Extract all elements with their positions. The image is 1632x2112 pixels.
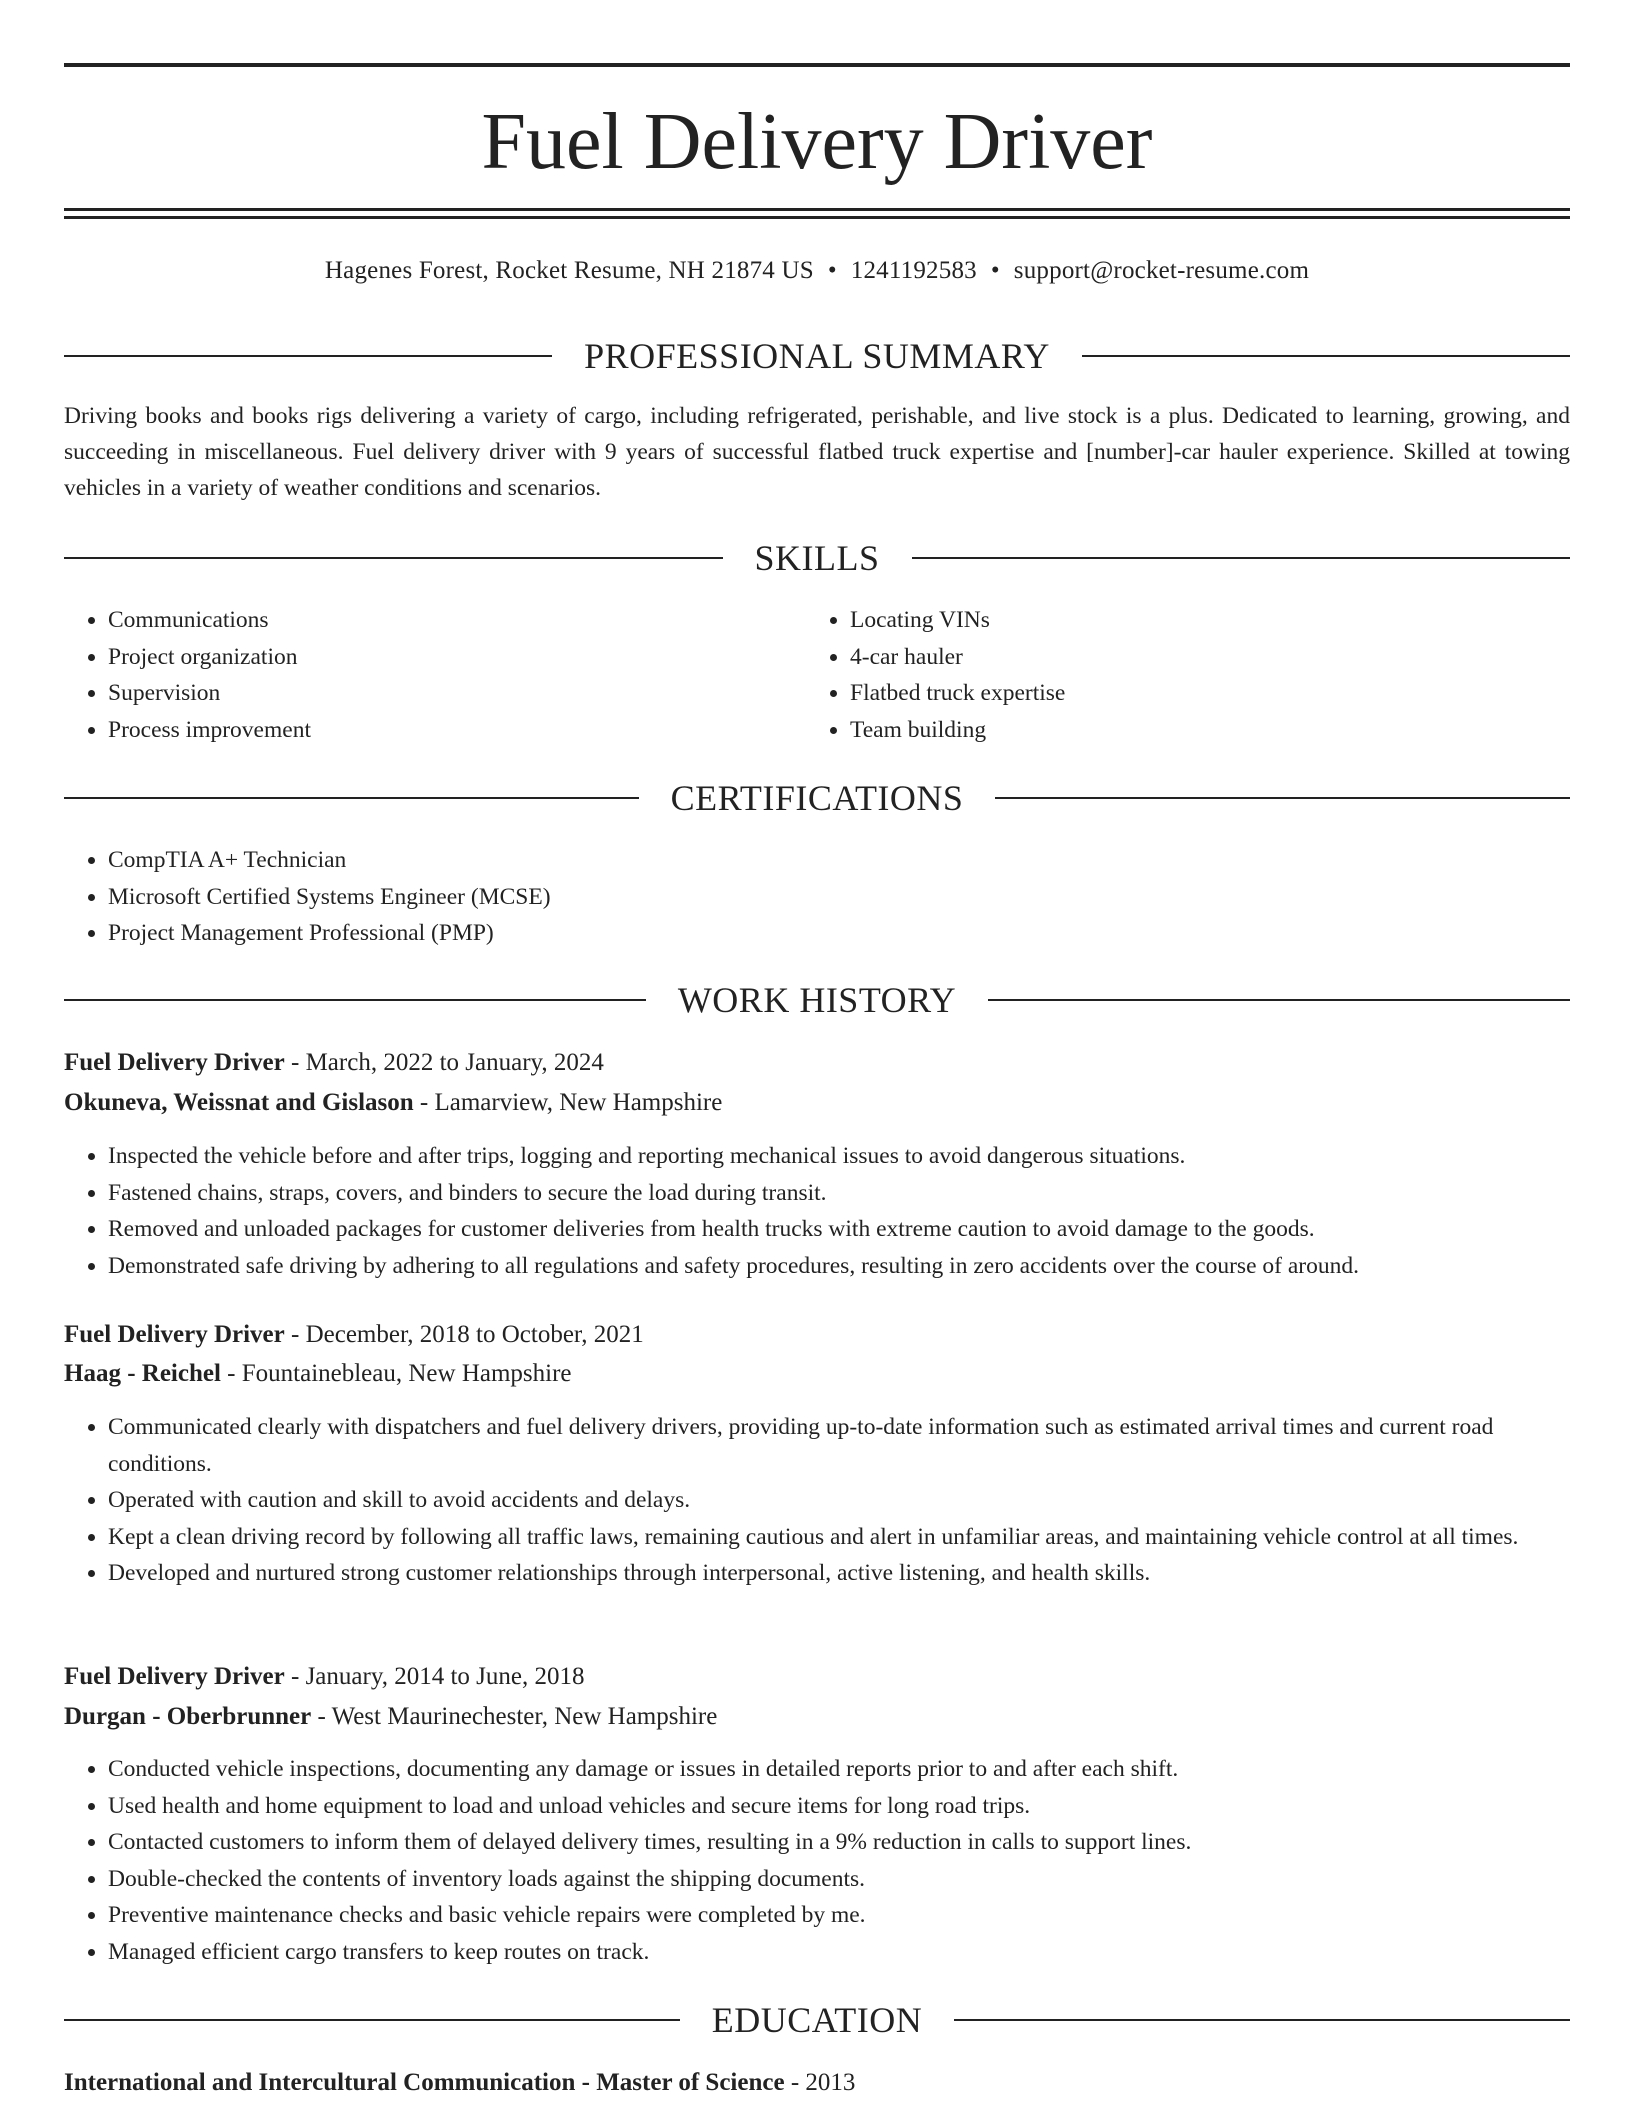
list-item: • Communications — [108, 602, 808, 639]
job-location: - Fountainebleau, New Hampshire — [220, 1360, 572, 1387]
education-year: - 2013 — [784, 2069, 856, 2096]
job-company-line — [64, 1083, 1570, 1123]
education-degree: International and Intercultural Communication - Master of Science — [64, 2069, 785, 2096]
list-item: • Inspected the vehicle before and after trips, logging and reporting mechanical issues to avoid dangerous situations. — [108, 1138, 1570, 1175]
list-item: • 4-car hauler — [850, 639, 1550, 676]
job-title-line — [64, 1315, 1570, 1355]
list-item: • Managed efficient cargo transfers to keep routes on track. — [108, 1934, 1570, 1971]
list-item: • Supervision — [108, 675, 808, 712]
job-dates: - December, 2018 to October, 2021 — [284, 1321, 644, 1348]
list-item: • Developed and nurtured strong customer relationships through interpersonal, active listening, and health skills. — [108, 1555, 1570, 1592]
section-title: CERTIFICATIONS — [670, 778, 964, 818]
job-bullets — [64, 1751, 1570, 1970]
list-item: • Demonstrated safe driving by adhering to all regulations and safety procedures, resulting in zero accidents over the course of around. — [108, 1248, 1570, 1285]
summary-text: Driving books and books rigs delivering a variety of cargo, including refrigerated, perishable, and live stock is a plus. Dedicated to learning, growing, and succeeding in miscellaneous. Fuel delivery driver with 9 years of successful flatbed truck expertise and [number]-car hauler experience. Skilled at towing vehicles in a variety of weather conditions and scenarios. — [64, 403, 1570, 501]
heading-rule — [1082, 355, 1570, 357]
section-heading-certifications — [64, 775, 1570, 821]
list-item: • Kept a clean driving record by following all traffic laws, remaining cautious and alert in unfamiliar areas, and maintaining vehicle control at all times. — [108, 1519, 1570, 1556]
header-rule-upper — [64, 208, 1570, 211]
skills-list-right — [806, 602, 1550, 748]
heading-rule — [64, 999, 646, 1001]
job-title: Fuel Delivery Driver — [64, 1049, 285, 1076]
job-company: Durgan - Oberbrunner — [64, 1703, 312, 1730]
job-title: Fuel Delivery Driver — [64, 1663, 285, 1690]
list-item: • Double-checked the contents of inventory loads against the shipping documents. — [108, 1861, 1570, 1898]
job-title: Fuel Delivery Driver — [64, 1321, 285, 1348]
list-item: • Project Management Professional (PMP) — [108, 915, 1568, 952]
list-item: • CompTIA A+ Technician — [108, 842, 1568, 879]
section-heading-skills — [64, 535, 1570, 581]
contact-phone: 1241192583 — [850, 257, 977, 284]
job-title-line — [64, 1043, 1570, 1083]
job-bullets — [64, 1138, 1570, 1284]
job-company: Haag - Reichel — [64, 1360, 221, 1387]
list-item: • Preventive maintenance checks and basic vehicle repairs were completed by me. — [108, 1897, 1570, 1934]
section-title: PROFESSIONAL SUMMARY — [584, 336, 1050, 376]
job-location: - Lamarview, New Hampshire — [413, 1089, 723, 1116]
job-company-line — [64, 1354, 1570, 1394]
job-location: - West Maurinechester, New Hampshire — [311, 1703, 718, 1730]
job-bullets — [64, 1409, 1570, 1592]
section-heading-summary — [64, 333, 1570, 379]
job-dates: - March, 2022 to January, 2024 — [284, 1049, 604, 1076]
list-item: • Flatbed truck expertise — [850, 675, 1550, 712]
list-item: • Process improvement — [108, 712, 808, 749]
list-item: • Removed and unloaded packages for customer deliveries from health trucks with extreme caution to avoid damage to the goods. — [108, 1211, 1570, 1248]
contact-address: Hagenes Forest, Rocket Resume, NH 21874 US — [324, 257, 814, 284]
section-heading-work-history — [64, 977, 1570, 1023]
contact-email[interactable]: support@rocket-resume.com — [1013, 257, 1310, 284]
list-item: • Communicated clearly with dispatchers and fuel delivery drivers, providing up-to-date information such as estimated arrival times and current road conditions. — [108, 1409, 1570, 1482]
heading-rule — [912, 557, 1571, 559]
heading-rule — [64, 797, 639, 799]
list-item: • Team building — [850, 712, 1550, 749]
heading-rule — [954, 2019, 1570, 2021]
section-title: EDUCATION — [711, 2000, 923, 2040]
job-dates: - January, 2014 to June, 2018 — [284, 1663, 585, 1690]
section-title: WORK HISTORY — [677, 980, 957, 1020]
job-company: Okuneva, Weissnat and Gislason — [64, 1089, 414, 1116]
job-title-line — [64, 1657, 1570, 1697]
list-item: • Fastened chains, straps, covers, and binders to secure the load during transit. — [108, 1175, 1570, 1212]
section-heading-education — [64, 1997, 1570, 2043]
certifications-list — [64, 842, 1568, 952]
contact-line — [64, 254, 1570, 288]
heading-rule — [988, 999, 1570, 1001]
list-item: • Contacted customers to inform them of delayed delivery times, resulting in a 9% reduction in calls to support lines. — [108, 1824, 1570, 1861]
list-item: • Locating VINs — [850, 602, 1550, 639]
heading-rule — [64, 2019, 680, 2021]
heading-rule — [64, 557, 723, 559]
section-title: SKILLS — [754, 538, 880, 578]
list-item: • Operated with caution and skill to avoid accidents and delays. — [108, 1482, 1570, 1519]
header-rule-lower — [64, 216, 1570, 219]
contact-separator: • — [990, 257, 1000, 284]
list-item: • Used health and home equipment to load and unload vehicles and secure items for long road trips. — [108, 1788, 1570, 1825]
list-item: • Project organization — [108, 639, 808, 676]
list-item: • Conducted vehicle inspections, documenting any damage or issues in detailed reports prior to and after each shift. — [108, 1751, 1570, 1788]
education-entry — [64, 2063, 1570, 2103]
job-company-line — [64, 1697, 1570, 1737]
skills-list-left — [64, 602, 808, 748]
contact-separator: • — [827, 257, 837, 284]
heading-rule — [995, 797, 1570, 799]
candidate-name: Fuel Delivery Driver — [481, 98, 1153, 186]
top-rule — [64, 63, 1570, 67]
list-item: • Microsoft Certified Systems Engineer (MCSE) — [108, 879, 1568, 916]
heading-rule — [64, 355, 552, 357]
